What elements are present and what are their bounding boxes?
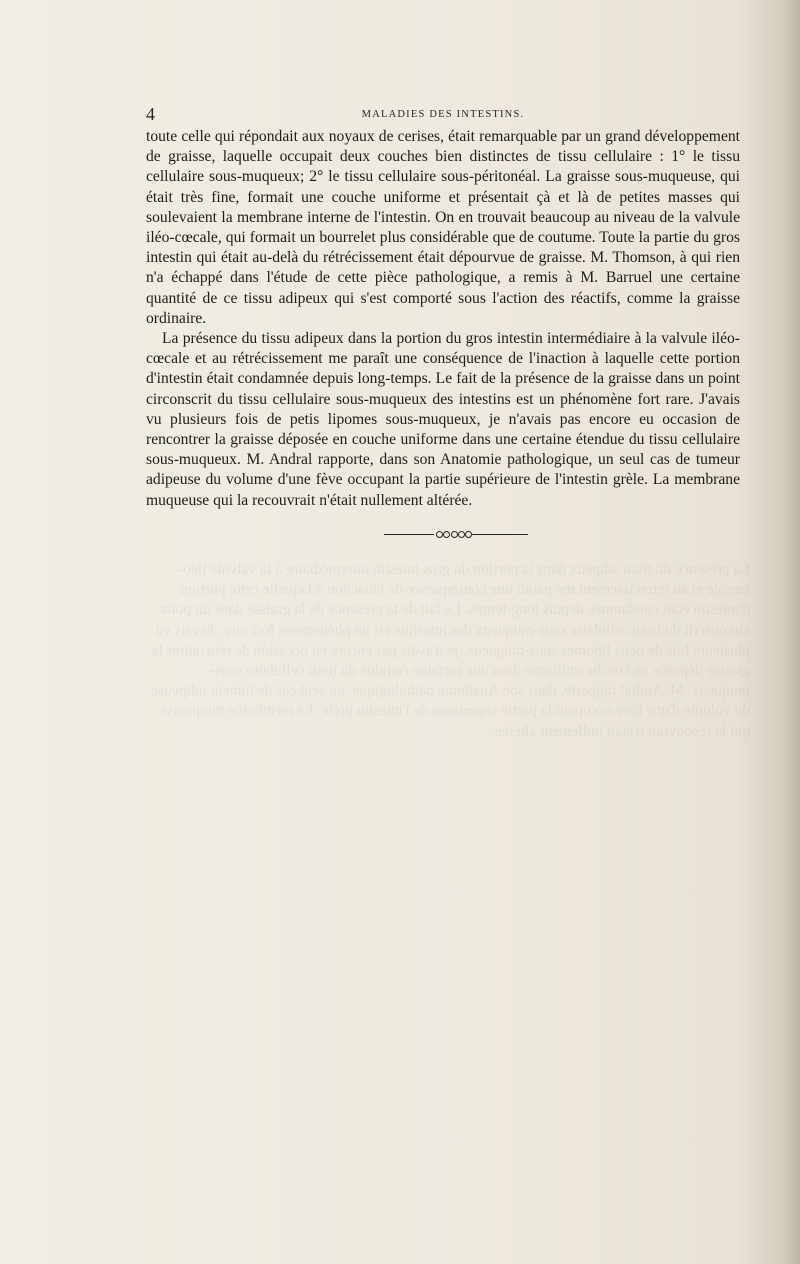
paragraph-1: toute celle qui répondait aux noyaux de cerises, était remarquable par un grand développement de graisse, laquelle occupait deux couches bien distinctes de tissu cellulaire : 1° le tissu cellulaire sous-muqueux; 2° le tissu cellulaire sous-péritonéal. La graisse sous-muqueuse, qui était très fine, formait une couche uniforme et présentait çà et là de petites masses qui soulevaient la membrane interne de l'intestin. On en trouvait beaucoup au niveau de la valvule iléo-cœcale, qui formait un bourrelet plus considérable que de coutume. Toute la partie du gros intestin qui était au-delà du rétrécissement était dépourvue de graisse. M. Thomson, à qui rien n'a échappé dans l'étude de cette pièce pathologique, a remis à M. Barruel une certaine quantité de ce tissu adipeux qui s'est comporté sous l'action des réactifs, comme la graisse ordinaire. xyxy=(146,128,740,327)
body-text xyxy=(146,127,740,511)
ornament-bead xyxy=(443,531,450,538)
page-number: 4 xyxy=(146,104,155,124)
show-through-text: La présence du tissu adipeux dans la portion du gros intestin intermédiaire à la valvule iléo-cœcale et au rétrécissement me paraît une conséquence de l'inaction à laquelle cette portion d'intestin était condamnée depuis long-temps. Le fait de la présence de la graisse dans un point circonscrit du tissu cellulaire sous-muqueux des intestins est un phénomène fort rare. J'avais vu plusieurs fois de petis lipomes sous-muqueux, je n'avais pas encore eu occasion de rencontrer la graisse déposée en couche uniforme dans une certaine étendue du tissu cellulaire sous-muqueux. M. Andral rapporte, dans son Anatomie pathologique, un seul cas de tumeur adipeuse du volume d'une fève occupant la partie supérieure de l'intestin grèle. La membrane muqueuse qui la recouvrait n'était nullement altérée. xyxy=(151,561,750,740)
ornament-bead xyxy=(465,531,472,538)
paragraph-2: La présence du tissu adipeux dans la portion du gros intestin intermédiaire à la valvule iléo-cœcale et au rétrécissement me paraît une conséquence de l'inaction à laquelle cette portion d'intestin était condamnée depuis long-temps. Le fait de la présence de la graisse dans un point circonscrit du tissu cellulaire sous-muqueux des intestins est un phénomène fort rare. J'avais vu plusieurs fois de petis lipomes sous-muqueux, je n'avais pas encore eu occasion de rencontrer la graisse déposée en couche uniforme dans une certaine étendue du tissu cellulaire sous-muqueux. M. Andral rapporte, dans son Anatomie pathologique, un seul cas de tumeur adipeuse du volume d'une fève occupant la partie supérieure de l'intestin grèle. La membrane muqueuse qui la recouvrait n'était nullement altérée. xyxy=(146,330,740,509)
page-header xyxy=(146,104,740,128)
section-end-ornament xyxy=(384,531,528,539)
ornament-bead xyxy=(451,531,458,538)
running-title: MALADIES DES INTESTINS. xyxy=(361,109,525,120)
ornament-bead xyxy=(436,531,443,538)
ornament-beads xyxy=(436,530,472,539)
ornament-rule-right xyxy=(472,534,528,535)
ornament-rule-left xyxy=(384,534,434,535)
ornament-bead xyxy=(458,531,465,538)
